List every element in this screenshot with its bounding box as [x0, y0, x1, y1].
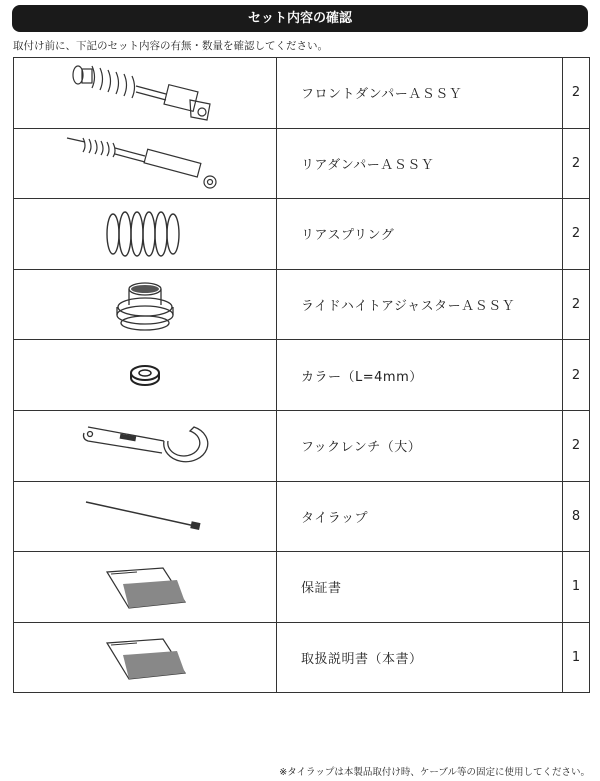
item-quantity: 2	[563, 410, 590, 481]
item-name: カラー（L=4mm）	[277, 340, 563, 411]
item-name: 取扱説明書（本書）	[277, 622, 563, 693]
rear-spring-illustration	[103, 206, 187, 262]
item-name: 保証書	[277, 552, 563, 623]
table-row	[14, 481, 590, 552]
cable-tie-illustration	[83, 498, 207, 534]
item-name: タイラップ	[277, 481, 563, 552]
item-image-cell	[14, 199, 277, 270]
item-image-cell	[14, 128, 277, 199]
item-image-cell	[14, 269, 277, 340]
table-row	[14, 552, 590, 623]
item-image-cell	[14, 622, 277, 693]
item-quantity: 8	[563, 481, 590, 552]
item-name: ライドハイトアジャスターＡＳＳＹ	[277, 269, 563, 340]
table-row	[14, 58, 590, 129]
section-title: セット内容の確認	[12, 5, 588, 32]
warranty-card-illustration	[97, 562, 193, 612]
item-image-cell	[14, 552, 277, 623]
item-quantity: 2	[563, 58, 590, 129]
item-name: リアダンパーＡＳＳＹ	[277, 128, 563, 199]
table-row	[14, 410, 590, 481]
item-name: リアスプリング	[277, 199, 563, 270]
hook-wrench-illustration	[80, 421, 210, 471]
contents-table	[13, 57, 590, 693]
ride-height-adjuster-illustration	[110, 275, 180, 335]
item-quantity: 2	[563, 340, 590, 411]
front-damper-assy-illustration	[70, 60, 220, 126]
rear-damper-assy-illustration	[65, 130, 225, 196]
table-row	[14, 622, 590, 693]
item-quantity: 2	[563, 128, 590, 199]
item-quantity: 1	[563, 552, 590, 623]
instruction-manual-illustration	[97, 633, 193, 683]
item-image-cell	[14, 58, 277, 129]
table-row	[14, 199, 590, 270]
intro-text: 取付け前に、下記のセット内容の有無・数量を確認してください。	[13, 40, 328, 52]
collar-illustration	[128, 363, 162, 387]
item-quantity: 2	[563, 269, 590, 340]
item-name: フックレンチ（大）	[277, 410, 563, 481]
table-row	[14, 128, 590, 199]
item-image-cell	[14, 481, 277, 552]
item-quantity: 1	[563, 622, 590, 693]
item-quantity: 2	[563, 199, 590, 270]
footnote: ※タイラップは本製品取付け時、ケーブル等の固定に使用してください。	[279, 767, 590, 778]
item-name: フロントダンパーＡＳＳＹ	[277, 58, 563, 129]
item-image-cell	[14, 340, 277, 411]
table-row	[14, 269, 590, 340]
table-row	[14, 340, 590, 411]
item-image-cell	[14, 410, 277, 481]
